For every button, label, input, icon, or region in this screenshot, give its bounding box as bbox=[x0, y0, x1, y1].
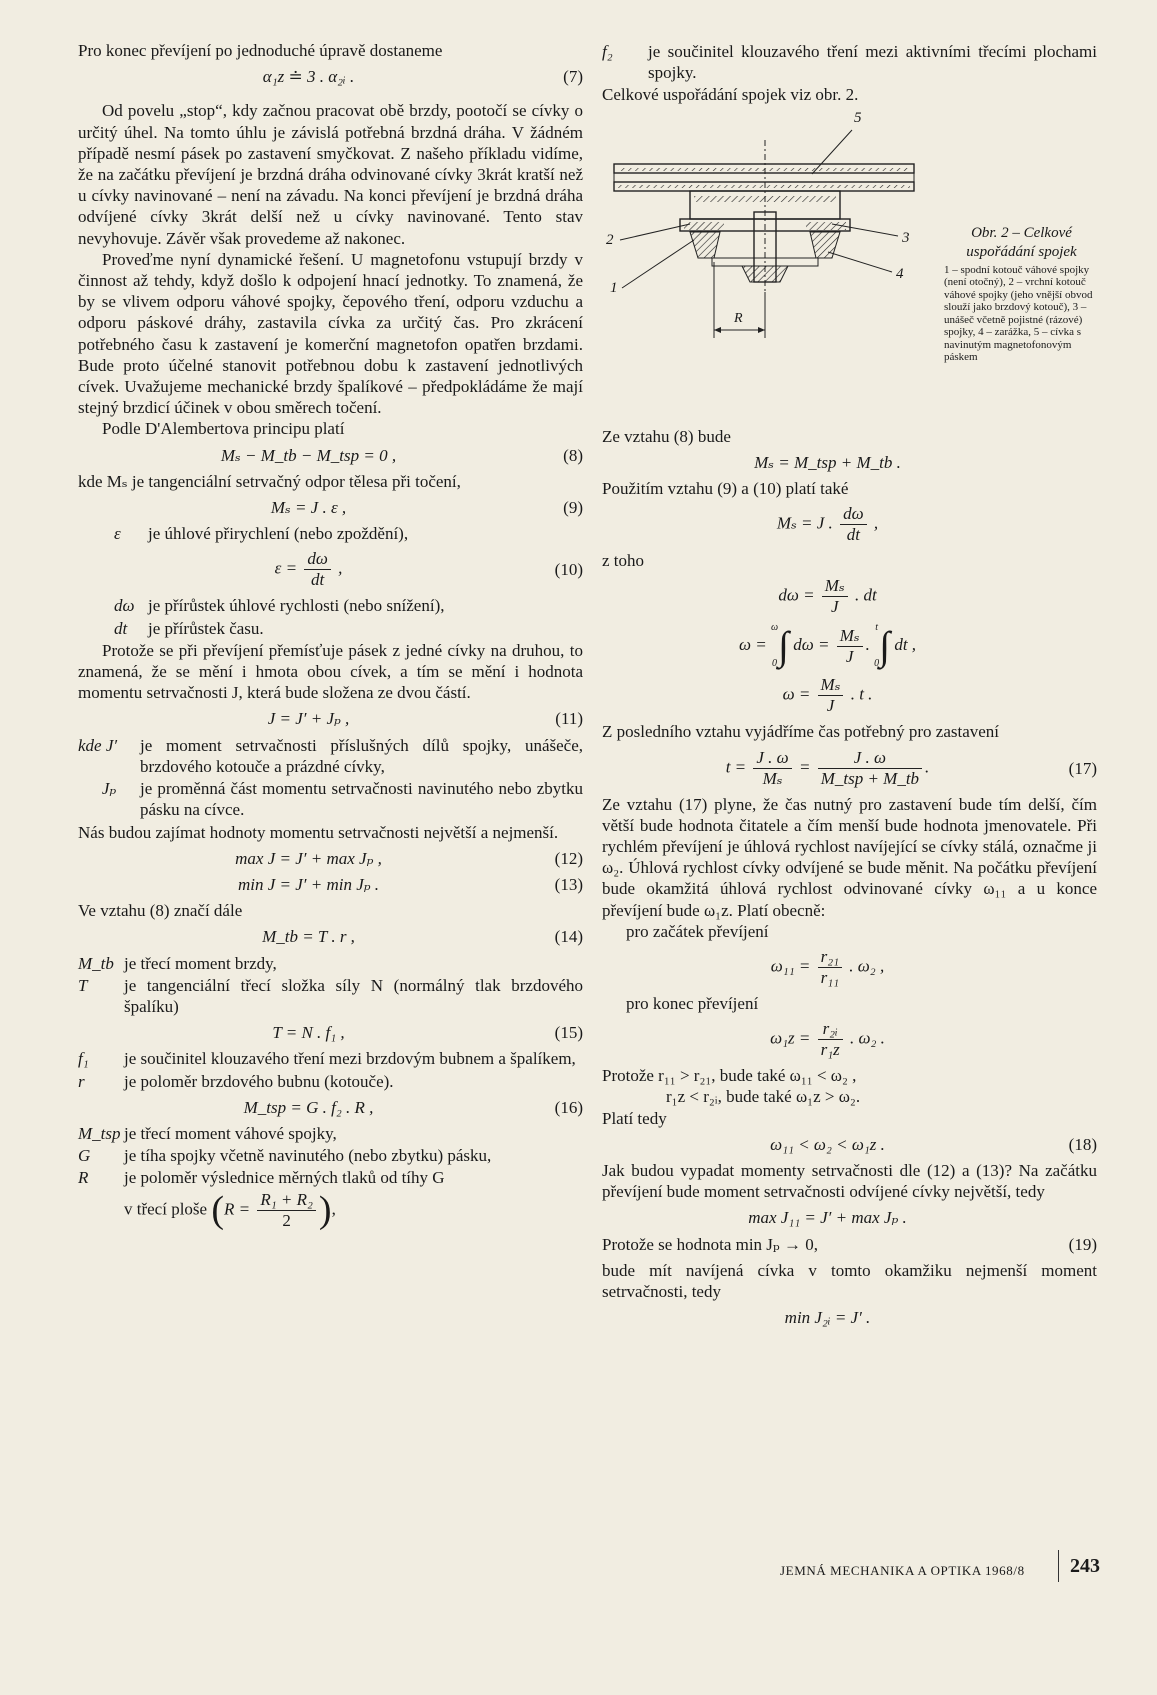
paragraph: Celkové uspořádání spojek viz obr. 2. bbox=[602, 85, 859, 105]
journal-footer: JEMNÁ MECHANIKA A OPTIKA 1968/8 bbox=[780, 1563, 1025, 1578]
paragraph: Platí tedy bbox=[602, 1108, 667, 1128]
paragraph: Nás budou zajímat hodnoty momentu setrvačnosti největší a nejmenší. bbox=[78, 822, 559, 842]
paragraph: Z posledního vztahu vyjádříme čas potřebný pro zastavení bbox=[602, 722, 1000, 742]
equation-number: (7) bbox=[563, 67, 583, 87]
paragraph: Ve vztahu (8) značí dále bbox=[78, 901, 243, 921]
fraction: $\frac{d\omega}{dt}$ bbox=[840, 504, 867, 545]
equation-10: ε = $\frac{d\omega}{dt}$ , (10) bbox=[274, 549, 583, 590]
paragraph: Pro konec převíjení po jednoduché úpravě dostaneme bbox=[78, 41, 443, 60]
equation-number: (8) bbox=[563, 445, 583, 465]
figure-caption bbox=[944, 224, 1099, 364]
paragraph: Podle D'Alembertova principu platí bbox=[102, 419, 345, 439]
fraction: $\frac{\text{Mₛ}}{J}$ bbox=[818, 675, 844, 716]
definition-R: R je poloměr výslednice měrných tlaků od tíhy G bbox=[78, 1168, 445, 1188]
definition-J-prime: kde J′ je moment setrvačnosti příslušných dílů spojky, unášeče, brzdového kotouče a prázdné cívky, bbox=[78, 735, 583, 776]
right-column bbox=[602, 40, 1097, 1333]
definition-T: T je tangenciální třecí složka síly N (normálný tlak brzdového špalíku) bbox=[78, 975, 583, 1016]
definition-domega: dω je přírůstek úhlové rychlosti (nebo snížení), bbox=[114, 596, 445, 616]
definition-Jp: Jₚ je proměnná část momentu setrvačnosti navinutého nebo zbytku pásku na cívce. bbox=[101, 779, 583, 820]
figure-dimension-R: R bbox=[734, 310, 743, 326]
equation-number: (12) bbox=[554, 848, 583, 868]
definition-dt: dt je přírůstek času. bbox=[114, 618, 264, 638]
equation-18: ω₁₁ < ω₂ < ω₁z . (18) bbox=[770, 1134, 1097, 1154]
equation-number: (13) bbox=[554, 874, 583, 894]
fraction: $\frac{\text{r₂ᵢ}}{\text{r₁z}}$ bbox=[818, 1019, 843, 1060]
equation-11: J = J′ + Jₚ , (11) bbox=[267, 709, 583, 729]
definition-R-formula: v třecí ploše (R = $\frac{\text{R₁ + R₂}}{2}$ ), bbox=[124, 1188, 336, 1231]
equation-16: M_tsp = G . f₂ . R , (16) bbox=[243, 1097, 583, 1117]
equation-omega11: ω₁₁ = $\frac{\text{r₂₁}}{\text{r₁₁}}$ . ω₂ , bbox=[770, 947, 885, 988]
definition-Mtsp: M_tsp je třecí moment váhové spojky, bbox=[78, 1123, 337, 1143]
paragraph: pro konec převíjení bbox=[626, 994, 759, 1014]
figure-label-5: 5 bbox=[854, 109, 862, 126]
paragraph: pro začátek převíjení bbox=[626, 921, 769, 941]
paragraph: Protože r₁₁ > r₂₁, bude také ω₁₁ < ω₂ , bbox=[602, 1066, 857, 1086]
clutch-cross-section-drawing bbox=[602, 112, 942, 362]
paragraph: Ze vztahu (8) bude bbox=[602, 426, 731, 446]
fraction: $\frac{J . \omega}{\text{Mₛ}}$ bbox=[753, 748, 791, 789]
figure-title: Obr. 2 – Celkové uspořádání spojek bbox=[966, 224, 1077, 260]
paragraph: z toho bbox=[602, 551, 645, 571]
equation-7: α₁z ≐ 3 . α₂ᵢ . (7) bbox=[262, 67, 583, 87]
equation-14: M_tb = T . r , (14) bbox=[262, 927, 583, 947]
figure-label-4: 4 bbox=[896, 265, 904, 282]
equation-9: Mₛ = J . ε , (9) bbox=[270, 498, 583, 518]
equation-omega: ω = $\frac{\text{Mₛ}}{J}$ . t . bbox=[782, 675, 873, 716]
definition-r: r je poloměr brzdového bubnu (kotouče). bbox=[78, 1071, 394, 1091]
equation-omega1z: ω₁z = $\frac{\text{r₂ᵢ}}{\text{r₁z}}$ . ω₂ . bbox=[770, 1019, 885, 1060]
fraction: $\frac{\text{r₂₁}}{\text{r₁₁}}$ bbox=[818, 947, 842, 988]
integral-sign: ∫ bbox=[778, 623, 789, 669]
definition-f1: f₁ je součinitel klouzavého tření mezi brzdovým bubnem a špalíkem, bbox=[78, 1049, 576, 1069]
paragraph: Použitím vztahu (9) a (10) platí také bbox=[602, 479, 849, 499]
equation-number: (19) bbox=[1068, 1234, 1097, 1254]
figure-clutch-assembly bbox=[602, 106, 1097, 426]
equation-number: (15) bbox=[554, 1023, 583, 1043]
equation-19: Protože se hodnota min Jₚ → 0, (19) bbox=[602, 1234, 1097, 1254]
equation-number: (18) bbox=[1068, 1134, 1097, 1154]
figure-label-2: 2 bbox=[606, 231, 614, 248]
fraction: $\frac{d\omega}{dt}$ bbox=[304, 549, 331, 590]
paragraph: bude mít navíjená cívka v tomto okamžiku nejmenší moment setrvačnosti, tedy bbox=[602, 1260, 1097, 1302]
equation-13: min J = J′ + min Jₚ . (13) bbox=[237, 874, 583, 894]
paragraph: Jak budou vypadat momenty setrvačnosti dle (12) a (13)? Na začátku převíjení bude moment setrvačnosti odvíjené cívky největší, tedy bbox=[602, 1161, 1097, 1202]
figure-label-3: 3 bbox=[902, 229, 910, 246]
figure-caption-text: 1 – spodní kotouč váhové spojky (není otočný), 2 – vrchní kotouč váhové spojky (jeho vnější obvod slouží jako brzdový kotouč), 3 – unášeč včetně pojistné (rázové) spojky, 4 – zarážka, 5 – cívka s navinutým magnetofonovým páskem bbox=[944, 263, 1093, 364]
equation-15: T = N . f₁ , (15) bbox=[272, 1023, 583, 1043]
definition-epsilon: ε je úhlové přirychlení (nebo zpoždění), bbox=[114, 524, 409, 544]
fraction: $\frac{\text{R₁ + R₂}}{2}$ bbox=[257, 1190, 316, 1231]
fraction: $\frac{\text{Mₛ}}{J}$ bbox=[822, 576, 848, 617]
paragraph: kde Mₛ je tangenciální setrvačný odpor tělesa při točení, bbox=[78, 471, 461, 491]
fraction: $\frac{\text{Mₛ}}{J}$ bbox=[837, 626, 863, 667]
definition-G: G je tíha spojky včetně navinutého (nebo zbytku) pásku, bbox=[78, 1146, 492, 1166]
equation-domega: dω = $\frac{\text{Mₛ}}{J}$ . dt bbox=[778, 576, 877, 617]
paragraph: r₁z < r₂ᵢ, bude také ω₁z > ω₂. bbox=[666, 1087, 861, 1107]
left-column bbox=[78, 40, 583, 1232]
equation-number: (9) bbox=[563, 498, 583, 518]
equation-number: (10) bbox=[554, 560, 583, 580]
equation-number: (11) bbox=[555, 709, 583, 729]
figure-label-1: 1 bbox=[610, 279, 618, 296]
equation-17: t = $\frac{J . \omega}{\text{Mₛ}}$ = $\frac{J . \omega}{\text{M\_tsp + M\_tb}}$ . (17) bbox=[725, 747, 1097, 788]
equation-number: (14) bbox=[554, 927, 583, 947]
integral-sign: ∫ bbox=[879, 623, 891, 669]
equation-8: Mₛ − M_tb − M_tsp = 0 , (8) bbox=[220, 445, 583, 465]
equation-max-J11: max J₁₁ = J′ + max Jₚ . bbox=[748, 1208, 907, 1228]
footer-divider bbox=[1058, 1550, 1059, 1582]
equation-integral: ω = ω 0∫ dω = $\frac{\text{Mₛ}}{J}$ . t 0∫ dt , bbox=[738, 622, 917, 670]
equation-number: (16) bbox=[554, 1097, 583, 1117]
paragraph: Proveďme nyní dynamické řešení. U magnetofonu vstupují brzdy v činnost až tehdy, když došlo k odpojení hnací jednotky. To znamená, že by se vlivem odporu váhové spojky, čepového tření, odporu vzduchu a odporu páskové dráhy, zastavila cívka za určitý čas. Pro zkrácení potřebného času k zastavení je komerční magnetofon opatřen brzdami. Bude proto účelné stanovit potřebnou dobu k zastavení jednotlivých cívek. Uvažujeme mechanické brzdy špalíkové – předpokládáme že mají stejný brzdicí účinek v obou směrech točení. bbox=[78, 249, 583, 418]
definition-f2: f₂ je součinitel klouzavého tření mezi aktivními třecími plochami spojky. bbox=[602, 42, 1097, 83]
page-number: 243 bbox=[1070, 1555, 1100, 1577]
paragraph: Protože se při převíjení přemísťuje pásek z jedné cívky na druhou, to znamená, že se mění i hmota obou cívek, a tím se mění i hodnota momentu setrvačnosti J, která bude složena ze dvou částí. bbox=[78, 640, 583, 703]
equation-min-J2i: min J₂ᵢ = J′ . bbox=[784, 1308, 871, 1328]
paragraph: Od povelu „stop“, kdy začnou pracovat obě brzdy, pootočí se cívky o určitý úhel. Na tomto úhlu je závislá potřebná brzdná dráha. V žádném případě nesmí pásek po zastavení smyčkovat. Z našeho příkladu vidíme, že na začátku převíjení je brzdná dráha odvinované cívky 3krát kratší než u cívky navinované – není na závadu. Na konci převíjení je brzdná dráha odvíjené cívky 3krát delší než u cívky navinované. Tento stav nevyhovuje. Závěr však provedeme až nakonec. bbox=[78, 101, 583, 248]
equation-8a: Mₛ = M_tsp + M_tb . bbox=[754, 452, 901, 472]
equation-ms-domega: Mₛ = J . $\frac{d\omega}{dt}$ , bbox=[776, 504, 879, 545]
paragraph: Ze vztahu (17) plyne, že čas nutný pro zastavení bude tím delší, čím větší bude hodnota čitatele a čím menší bude hodnota jmenovatele. Při rychlém převíjení je úhlová rychlost navíjející se cívky stálá, označme ji ω₂. Úhlová rychlost cívky odvíjené se bude měnit. Na počátku převíjení bude okamžitá úhlová rychlost odvinované cívky ω₁₁ a u konce převíjení bude ω₁z. Platí obecně: bbox=[602, 794, 1097, 920]
fraction: $\frac{J . \omega}{\text{M\_tsp + M\_tb}}$ bbox=[818, 748, 922, 789]
equation-12: max J = J′ + max Jₚ , (12) bbox=[235, 848, 583, 868]
definition-Mtb: M_tb je třecí moment brzdy, bbox=[78, 953, 277, 973]
equation-number: (17) bbox=[1068, 758, 1097, 778]
